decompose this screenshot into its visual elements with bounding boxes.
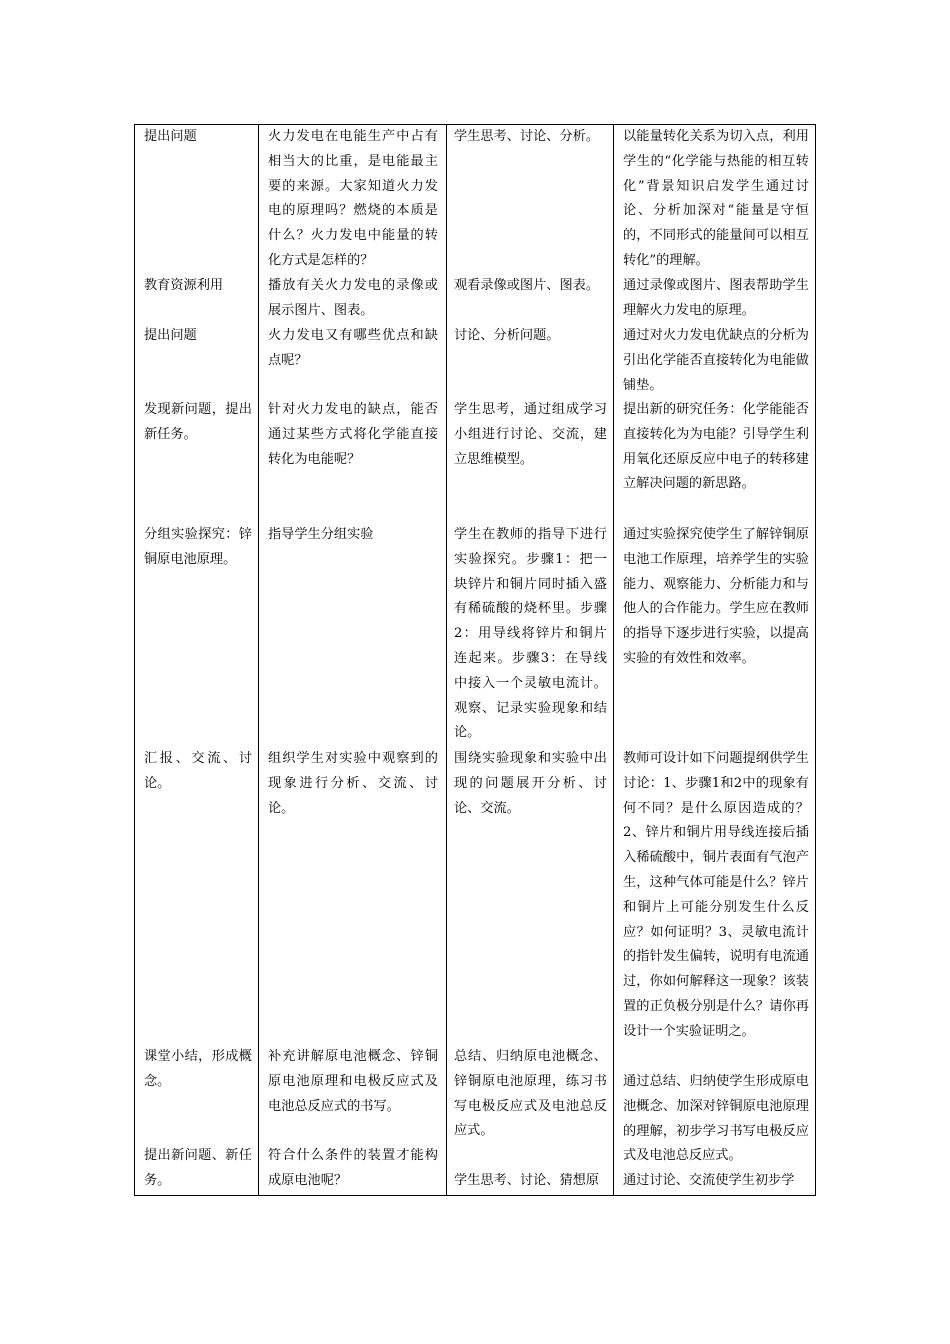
teacher-activity-cell: 指导学生分组实验 bbox=[268, 527, 374, 542]
column-divider bbox=[446, 125, 447, 1195]
column-divider bbox=[258, 125, 259, 1195]
student-activity-cell: 学生思考、讨论、分析。 bbox=[454, 129, 600, 144]
lesson-plan-table bbox=[134, 124, 816, 1196]
student-activity-cell: 学生在教师的指导下进行实验探究。步骤1：把一块锌片和铜片同时插入盛有稀硫酸的烧杯里。步骤2：用导线将锌片和铜片连起来。步骤3：在导线中接入一个灵敏电流计。观察、记录实验现象和结论。 bbox=[454, 527, 607, 741]
stage-cell: 提出问题 bbox=[144, 129, 197, 144]
stage-cell: 课堂小结，形成概念。 bbox=[144, 1049, 252, 1089]
stage-cell: 分组实验探究：锌铜原电池原理。 bbox=[144, 527, 252, 567]
teacher-activity-cell: 针对火力发电的缺点，能否通过某些方式将化学能直接转化为电能呢？ bbox=[268, 402, 438, 467]
teacher-activity-cell: 补充讲解原电池概念、锌铜原电池原理和电极反应式及电池总反应式的书写。 bbox=[268, 1049, 438, 1114]
stage-cell: 教育资源利用 bbox=[144, 278, 224, 293]
teacher-activity-cell: 火力发电在电能生产中占有相当大的比重，是电能最主要的来源。大家知道火力发电的原理吗？燃烧的本质是什么？火力发电中能量的转化方式是怎样的？ bbox=[268, 129, 438, 268]
design-intent-cell: 通过讨论、交流使学生初步学 bbox=[623, 1173, 795, 1188]
student-activity-cell: 学生思考、讨论、猜想原 bbox=[454, 1173, 600, 1188]
student-activity-cell: 讨论、分析问题。 bbox=[454, 328, 560, 343]
teacher-activity-cell: 火力发电又有哪些优点和缺点呢？ bbox=[268, 328, 438, 368]
student-activity-cell: 观看录像或图片、图表。 bbox=[454, 278, 600, 293]
stage-cell: 提出问题 bbox=[144, 328, 197, 343]
stage-cell: 汇报、交流、讨论。 bbox=[144, 751, 252, 791]
student-activity-cell: 围绕实验现象和实验中出现的问题展开分析、讨论、交流。 bbox=[454, 751, 607, 816]
design-intent-cell: 通过实验探究使学生了解锌铜原电池工作原理，培养学生的实验能力、观察能力、分析能力和与他人的合作能力。学生应在教师的指导下逐步进行实验，以提高实验的有效性和效率。 bbox=[623, 527, 809, 666]
teacher-activity-cell: 播放有关火力发电的录像或展示图片、图表。 bbox=[268, 278, 438, 318]
teacher-activity-cell: 符合什么条件的装置才能构成原电池呢？ bbox=[268, 1148, 438, 1188]
design-intent-cell: 通过总结、归纳使学生形成原电池概念、加深对锌铜原电池原理的理解，初步学习书写电极反应式及电池总反应式。 bbox=[623, 1074, 809, 1164]
teacher-activity-cell: 组织学生对实验中观察到的现象进行分析、交流、讨论。 bbox=[268, 751, 438, 816]
design-intent-cell: 通过录像或图片、图表帮助学生理解火力发电的原理。 bbox=[623, 278, 809, 318]
column-divider bbox=[613, 125, 614, 1195]
student-activity-cell: 学生思考，通过组成学习小组进行讨论、交流，建立思维模型。 bbox=[454, 402, 607, 467]
design-intent-cell: 提出新的研究任务：化学能能否直接转化为为电能？引导学生利用氧化还原反应中电子的转移建立解决问题的新思路。 bbox=[623, 402, 809, 492]
design-intent-cell: 教师可设计如下问题提纲供学生讨论：1、步骤1和2中的现象有何不同？是什么原因造成的？2、锌片和铜片用导线连接后插入稀硫酸中，铜片表面有气泡产生，这种气体可能是什么？锌片和铜片上可能分别发生什么反应？如何证明？3、灵敏电流计的指针发生偏转，说明有电流通过，你如何解释这一现象？该装置的正负极分别是什么？请你再设计一个实验证明之。 bbox=[623, 751, 809, 1039]
design-intent-cell: 以能量转化关系为切入点，利用学生的“化学能与热能的相互转化”背景知识启发学生通过讨论、分析加深对“能量是守恒的，不同形式的能量间可以相互转化”的理解。 bbox=[623, 129, 809, 268]
design-intent-cell: 通过对火力发电优缺点的分析为引出化学能否直接转化为电能做铺垫。 bbox=[623, 328, 809, 393]
stage-cell: 发现新问题，提出新任务。 bbox=[144, 402, 252, 442]
student-activity-cell: 总结、归纳原电池概念、锌铜原电池原理，练习书写电极反应式及电池总反应式。 bbox=[454, 1049, 607, 1139]
stage-cell: 提出新问题、新任务。 bbox=[144, 1148, 252, 1188]
